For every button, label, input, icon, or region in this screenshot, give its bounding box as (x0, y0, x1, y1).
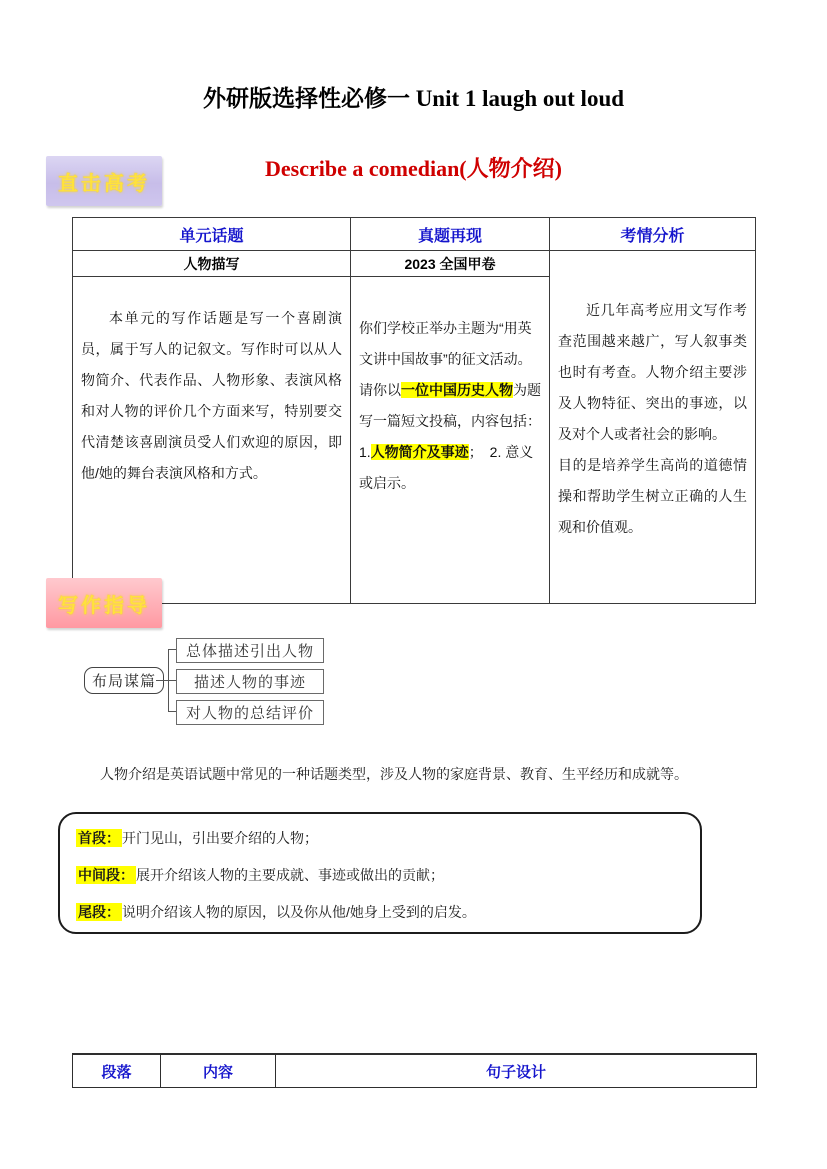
exam-value: 2023 全国甲卷 (351, 251, 550, 277)
outline-last-paragraph (76, 902, 700, 922)
diagram-connector-branch-1 (168, 649, 176, 650)
design-table-header-row (73, 1054, 757, 1088)
intro-paragraph: 人物介绍是英语试题中常见的一种话题类型，涉及人物的家庭背景、教育、生平经历和成就等。 (100, 766, 688, 782)
outline-middle-text: 展开介绍该人物的主要成就、事迹或做出的贡献； (136, 867, 444, 883)
outline-middle-paragraph (76, 865, 700, 885)
diagram-branch-2: 描述人物的事迹 (176, 669, 324, 694)
topic-table-header-analysis: 考情分析 (550, 218, 756, 251)
analysis-paragraph-1: 近几年高考应用文写作考查范围越来越广，写人叙事类也时有考查。人物介绍主要涉及人物特征、突出的事迹，以及对个人或者社会的影响。 (558, 302, 747, 442)
outline-middle-label: 中间段： (78, 867, 134, 883)
analysis-paragraph-2: 目的是培养学生高尚的道德情操和帮助学生树立正确的人生观和价值观。 (558, 457, 747, 535)
outline-first-text: 开门见山，引出要介绍的人物； (122, 830, 318, 846)
topic-table-header-row (73, 218, 756, 251)
prompt-highlight-2: 人物简介及事迹 (370, 444, 469, 460)
page-title-en: Unit 1 laugh out loud (409, 86, 625, 111)
outline-first-label: 首段： (78, 830, 120, 846)
diagram-root-node: 布局谋篇 (84, 667, 164, 694)
design-table-header-paragraph: 段落 (73, 1054, 161, 1088)
diagram-branch-1: 总体描述引出人物 (176, 638, 324, 663)
topic-table-sub-row (73, 251, 756, 277)
outline-box (58, 812, 702, 934)
page-title (0, 80, 827, 113)
section-badge-writing: 写作指导 (46, 578, 162, 628)
topic-table-header-exam: 真题再现 (351, 218, 550, 251)
topic-table-header-unit-topic: 单元话题 (73, 218, 351, 251)
unit-topic-cell: 本单元的写作话题是写一个喜剧演员，属于写人的记叙文。写作时可以从人物简介、代表作品、人物形象、表演风格和对人物的评价几个方面来写，特别要交代清楚该喜剧演员受人们欢迎的原因，即他/她的舞台表演风格和方式。 (73, 277, 351, 604)
page-subtitle: Describe a comedian(人物介绍) (265, 156, 562, 181)
diagram-connector-branch-2 (168, 680, 176, 681)
outline-last-text: 说明介绍该人物的原因，以及你从他/她身上受到的启发。 (122, 904, 476, 920)
page-title-cn: 外研版选择性必修一 (202, 86, 410, 111)
design-table-header-sentence: 句子设计 (276, 1054, 757, 1088)
prompt-part-2: 为题写一篇短文投稿，内容包括：1. (359, 382, 541, 460)
diagram-branch-3: 对人物的总结评价 (176, 700, 324, 725)
diagram-connector-branch-3 (168, 711, 176, 712)
design-table-header-content: 内容 (161, 1054, 276, 1088)
outline-last-label: 尾段： (78, 904, 120, 920)
topic-table (72, 217, 756, 604)
design-table (72, 1053, 757, 1088)
prompt-part-3: ； 2. 意义或启示。 (359, 444, 534, 491)
analysis-cell (550, 251, 756, 604)
section-badge-exam: 直击高考 (46, 156, 162, 206)
exam-prompt-cell (351, 277, 550, 604)
outline-first-paragraph (76, 828, 700, 848)
topic-value: 人物描写 (73, 251, 351, 277)
prompt-highlight-1: 一位中国历史人物 (401, 382, 513, 398)
prompt-part-1: 你们学校正举办主题为“用英文讲中国故事”的征文活动。请你以 (359, 320, 532, 398)
